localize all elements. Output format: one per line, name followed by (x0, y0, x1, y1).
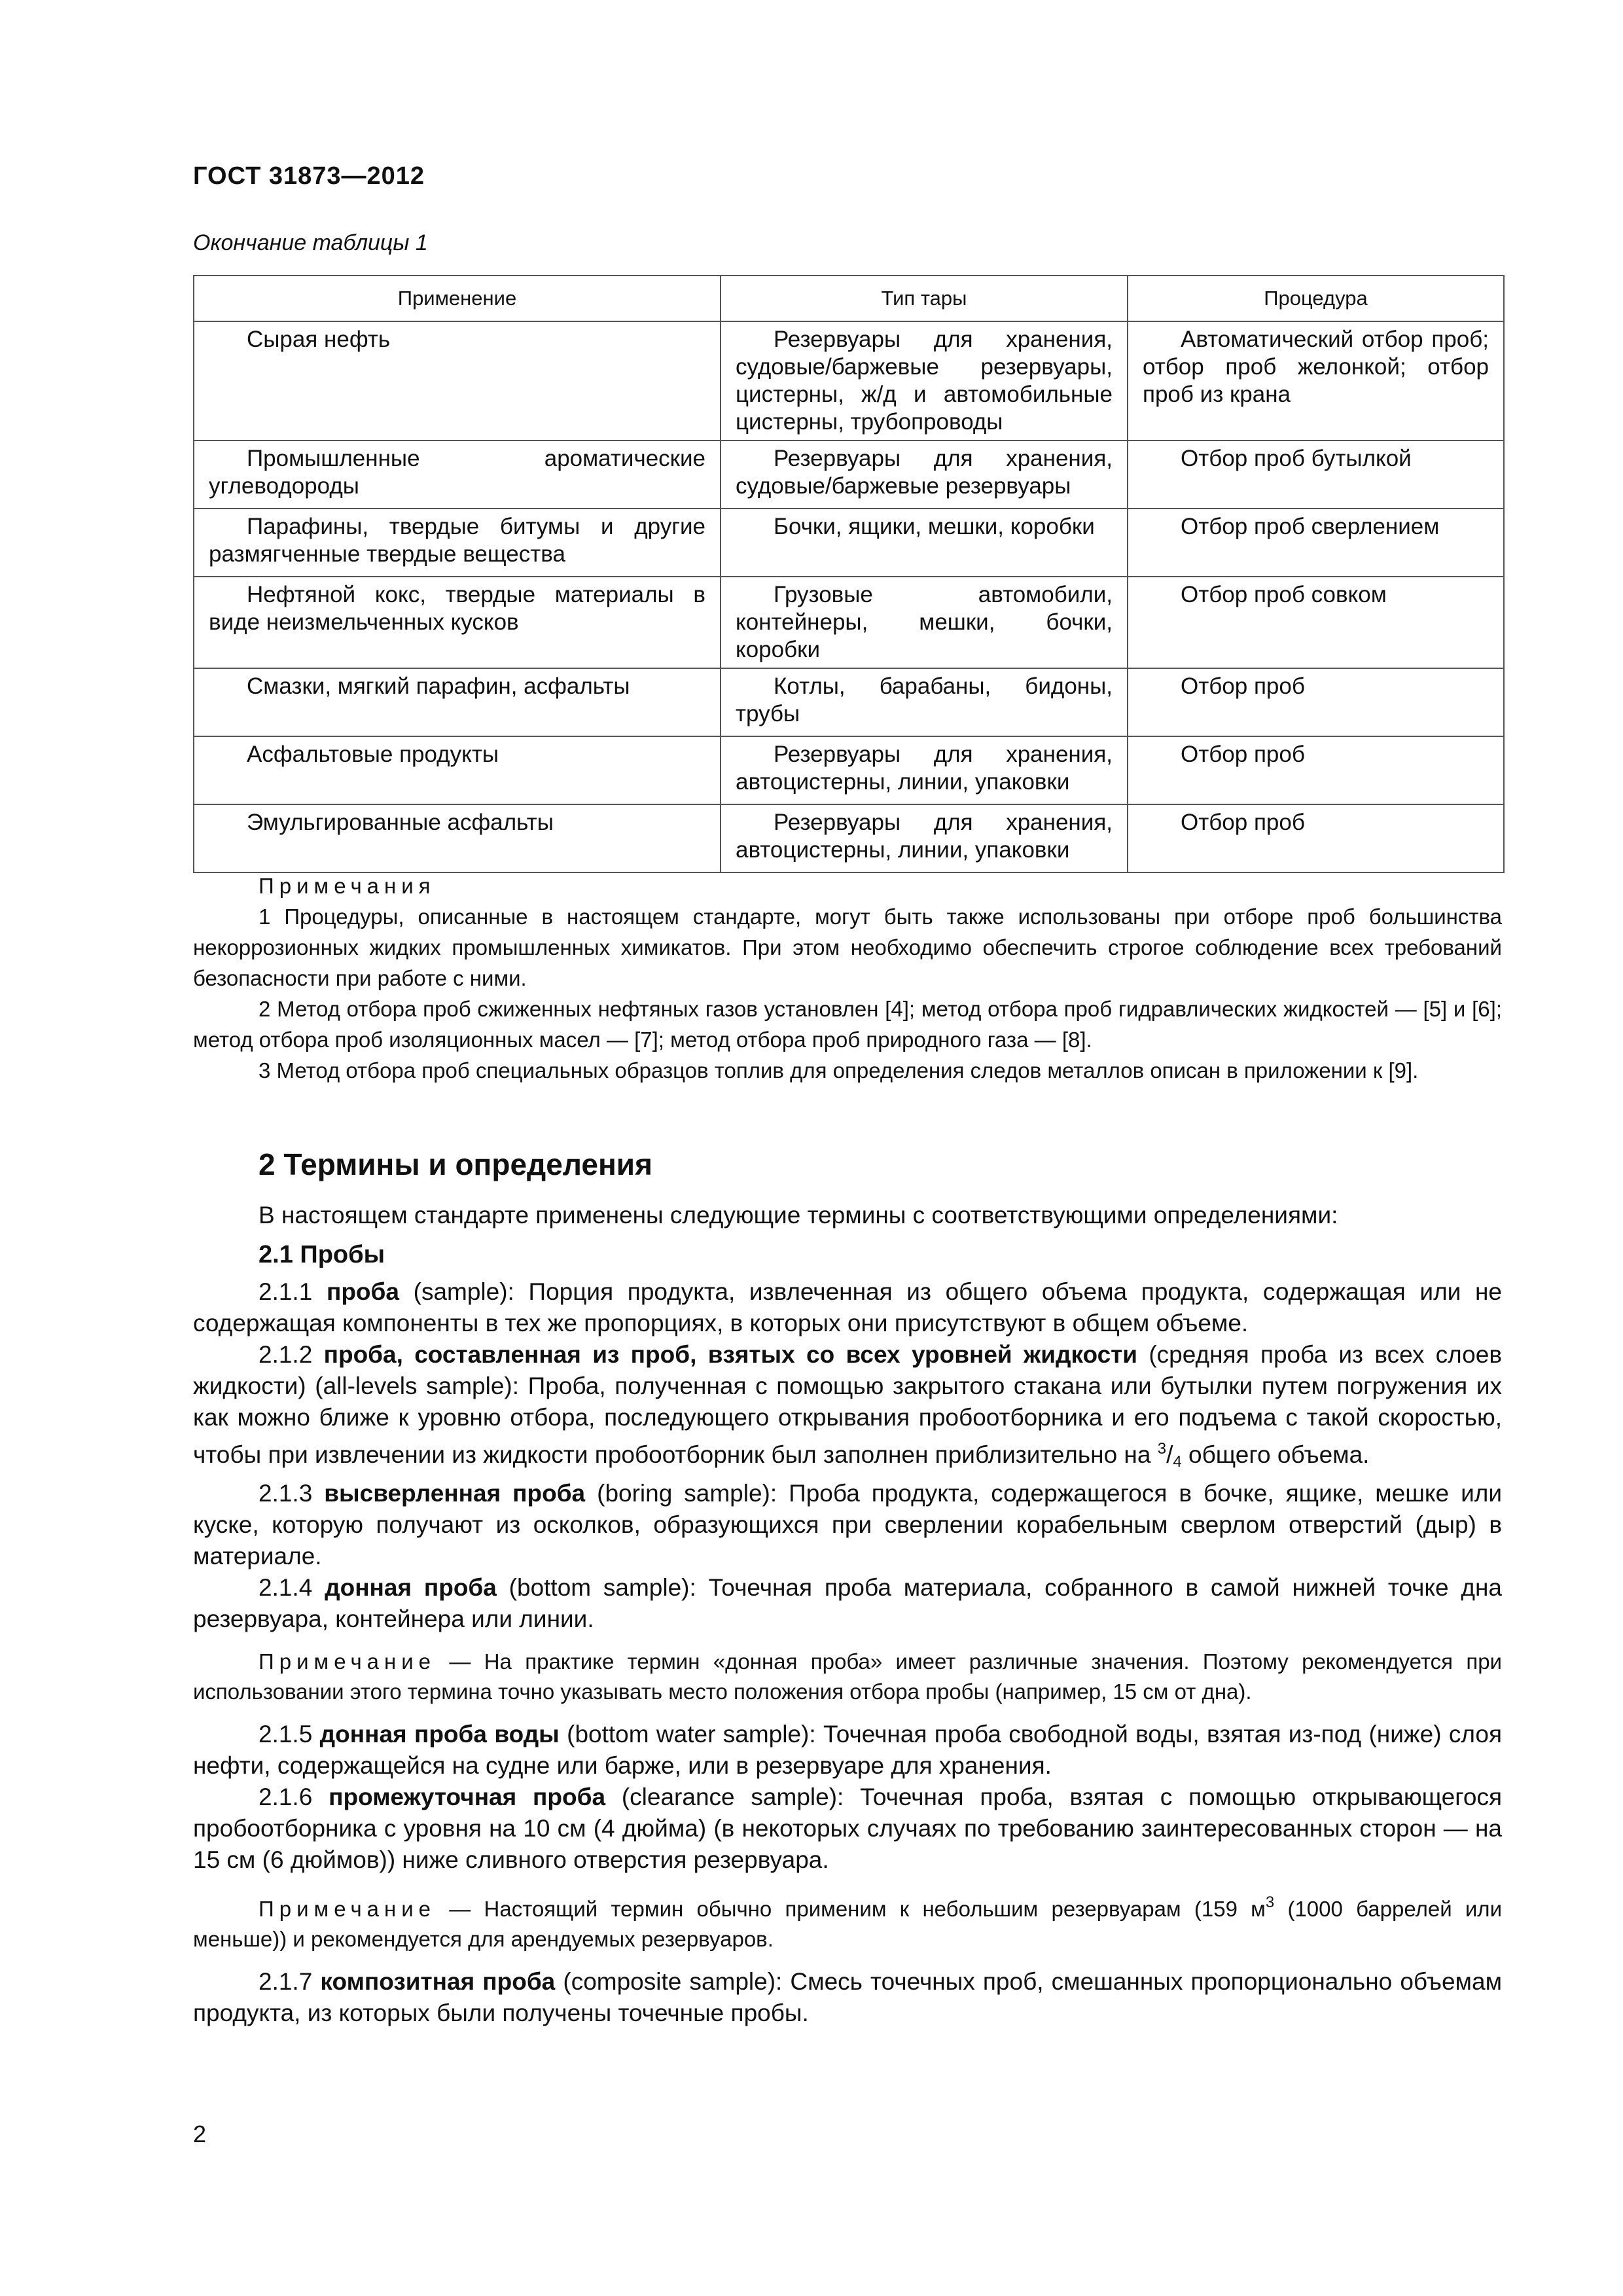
column-header-container: Тип тары (721, 276, 1128, 321)
note-item: 2 Метод отбора проб сжиженных нефтяных газов установлен [4]; метод отбора проб гидравлических жидкостей — [5] и [6]; метод отбора проб изоляционных масел — [7]; метод отбора проб природного газа — [8]. (193, 997, 1502, 1052)
cell-procedure: Отбор проб совком (1181, 582, 1387, 607)
term-name: проба (326, 1278, 399, 1305)
cell-container: Грузовые автомобили, контейнеры, мешки, бочки, коробки (736, 582, 1113, 662)
cell-application: Эмульгированные асфальты (247, 810, 554, 835)
table-row (194, 804, 1504, 872)
cell-container: Резервуары для хранения, автоцистерны, линии, упаковки (736, 742, 1113, 795)
column-header-application: Применение (194, 276, 721, 321)
cell-procedure: Отбор проб сверлением (1181, 514, 1440, 539)
section-title: 2 Термины и определения (259, 1147, 652, 1181)
term-name: композитная проба (320, 1968, 556, 1995)
note-item: 1 Процедуры, описанные в настоящем стандарте, могут быть также использованы при отборе проб большинства некоррозионных жидких промышленных химикатов. При этом необходимо обеспечить строгое соблюдение всех требований безопасности при работе с ними. (193, 905, 1502, 990)
cell-container: Котлы, барабаны, бидоны, трубы (736, 673, 1113, 726)
table-row (194, 321, 1504, 440)
table-1 (193, 275, 1505, 873)
document-page (193, 0, 1502, 2296)
term-name: проба, составленная из проб, взятых со всех уровней жидкости (323, 1341, 1138, 1368)
column-header-procedure: Процедура (1128, 276, 1504, 321)
table-notes (193, 870, 1502, 1086)
page-number: 2 (193, 2121, 207, 2147)
term-name: промежуточная проба (329, 1784, 606, 1810)
cell-application: Промышленные ароматические углеводороды (209, 446, 705, 499)
cell-application: Смазки, мягкий парафин, асфальты (247, 673, 630, 699)
term-entry: 2.1.1 проба (sample): Порция продукта, извлеченная из общего объема продукта, содержащая или не содержащая компоненты в тех же пропорциях, в которых они присутствуют в общем объеме. (193, 1278, 1502, 1336)
term-entry: 2.1.2 проба, составленная из проб, взятых со всех уровней жидкости (средняя проба из всех слоев жидкости) (all-levels sample): Проба, полученная с помощью закрытого стакана или бутылки путем погружения их как можно ближе к уровню отбора, последующего открывания пробоотборника и его подъема с такой скоростью, чтобы при извлечении из жидкости пробоотборник был заполнен приблизительно на $^3$/4 общего объема. (193, 1341, 1502, 1471)
note-item: 3 Метод отбора проб специальных образцов топлив для определения следов металлов описан в приложении к [9]. (259, 1058, 1419, 1083)
table-row (194, 440, 1504, 509)
terms-list (193, 1276, 1502, 2029)
subsection-title: 2.1 Пробы (259, 1241, 385, 1268)
cell-application: Парафины, твердые битумы и другие размягченные твердые вещества (209, 514, 705, 567)
term-name: донная проба воды (319, 1721, 560, 1748)
term-entry: 2.1.7 композитная проба (composite sample): Смесь точечных проб, смешанных пропорционально объемам продукта, из которых были получены точечные пробы. (193, 1968, 1503, 2026)
table-row (194, 736, 1504, 804)
cell-application: Сырая нефть (247, 327, 391, 352)
cell-container: Бочки, ящики, мешки, коробки (774, 514, 1095, 539)
table-row (194, 668, 1504, 736)
term-entry: 2.1.4 донная проба (bottom sample): Точечная проба материала, собранного в самой нижней точке дна резервуара, контейнера или линии. (193, 1574, 1502, 1632)
cell-procedure: Отбор проб (1181, 742, 1305, 767)
cell-container: Резервуары для хранения, судовые/баржевые резервуары, цистерны, ж/д и автомобильные цистерны, трубопроводы (736, 327, 1113, 435)
table-row (194, 509, 1504, 577)
cell-procedure: Отбор проб (1181, 810, 1305, 835)
table-caption: Окончание таблицы 1 (193, 230, 428, 255)
term-note: Примечание — Настоящий термин обычно применим к небольшим резервуарам (159 $м^3$ (1000 баррелей или меньше)) и рекомендуется для арендуемых резервуаров. (193, 1893, 1502, 1951)
table-header-row (194, 276, 1504, 321)
term-name: донная проба (325, 1574, 497, 1601)
cell-procedure: Отбор проб (1181, 673, 1305, 699)
cell-container: Резервуары для хранения, судовые/баржевые резервуары (736, 446, 1113, 499)
cell-container: Резервуары для хранения, автоцистерны, линии, упаковки (736, 810, 1113, 863)
term-note: Примечание — На практике термин «донная проба» имеет различные значения. Поэтому рекомендуется при использовании этого термина точно указывать место положения отбора пробы (например, 15 см от дна). (193, 1649, 1502, 1704)
term-entry: 2.1.5 донная проба воды (bottom water sample): Точечная проба свободной воды, взятая из-под (ниже) слоя нефти, содержащейся на судне или барже, или в резервуаре для хранения. (193, 1721, 1502, 1779)
term-name: высверленная проба (324, 1480, 586, 1507)
cell-procedure: Автоматический отбор проб; отбор проб желонкой; отбор проб из крана (1143, 327, 1489, 407)
cell-application: Асфальтовые продукты (247, 742, 499, 767)
notes-heading: Примечания (259, 874, 436, 898)
term-entry: 2.1.3 высверленная проба (boring sample): Проба продукта, содержащегося в бочке, ящике, мешке или куске, которую получают из осколков, образующихся при сверлении корабельным сверлом отверстий (дыр) в материале. (193, 1480, 1503, 1570)
table-row (194, 577, 1504, 668)
cell-application: Нефтяной кокс, твердые материалы в виде неизмельченных кусков (209, 582, 705, 635)
cell-procedure: Отбор проб бутылкой (1181, 446, 1412, 471)
term-entry: 2.1.6 промежуточная проба (clearance sample): Точечная проба, взятая с помощью открывающегося пробоотборника с уровня на 10 см (4 дюйма) (в некоторых случаях по требованию заинтересованных сторон — на 15 см (6 дюймов)) ниже сливного отверстия резервуара. (193, 1784, 1503, 1873)
document-code: ГОСТ 31873—2012 (193, 162, 425, 190)
section-intro: В настоящем стандарте применены следующие термины с соответствующими определениями: (259, 1202, 1338, 1229)
